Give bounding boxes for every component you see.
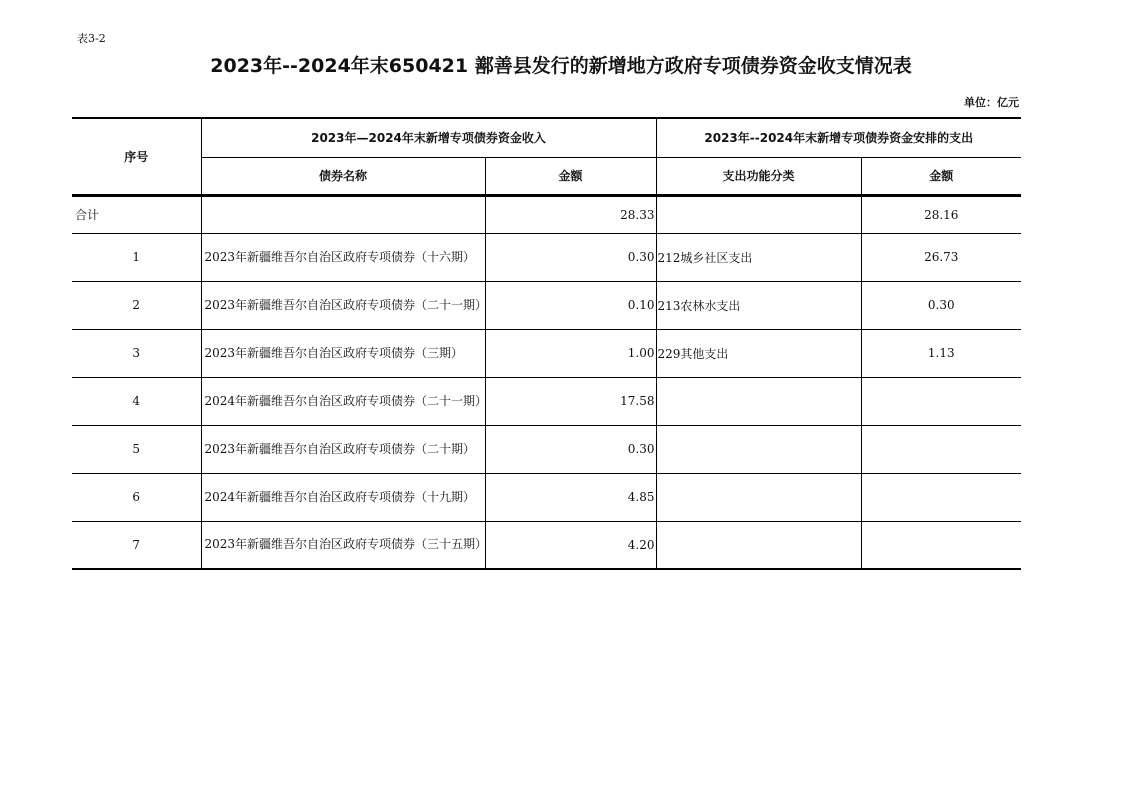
row-income-amount: 17.58 — [485, 377, 656, 425]
row-bond-name: 2023年新疆维吾尔自治区政府专项债券（二十期） — [201, 425, 485, 473]
table-row — [72, 425, 1021, 473]
row-expense-amount — [861, 473, 1021, 521]
row-expense-amount: 0.30 — [861, 281, 1021, 329]
row-expense-category — [656, 521, 861, 569]
row-bond-name: 2023年新疆维吾尔自治区政府专项债券（三期） — [201, 329, 485, 377]
table-row — [72, 233, 1021, 281]
table-id: 表3-2 — [77, 32, 106, 45]
row-expense-amount: 26.73 — [861, 233, 1021, 281]
total-expense-category — [656, 195, 861, 233]
row-expense-amount — [861, 377, 1021, 425]
header-bond-name: 债券名称 — [201, 157, 485, 195]
header-seq: 序号 — [72, 118, 201, 195]
row-seq: 1 — [72, 233, 201, 281]
row-seq: 7 — [72, 521, 201, 569]
row-bond-name: 2023年新疆维吾尔自治区政府专项债券（三十五期） — [201, 521, 485, 569]
row-expense-amount — [861, 425, 1021, 473]
total-row — [72, 195, 1021, 233]
row-income-amount: 0.30 — [485, 425, 656, 473]
header-income-amount: 金额 — [485, 157, 656, 195]
row-bond-name: 2023年新疆维吾尔自治区政府专项债券（十六期） — [201, 233, 485, 281]
row-seq: 3 — [72, 329, 201, 377]
row-expense-category — [656, 473, 861, 521]
header-expense-amount: 金额 — [861, 157, 1021, 195]
row-income-amount: 4.85 — [485, 473, 656, 521]
row-income-amount: 0.30 — [485, 233, 656, 281]
table-row — [72, 281, 1021, 329]
total-income-amount: 28.33 — [485, 195, 656, 233]
unit-label: 单位：亿元 — [964, 96, 1019, 109]
row-bond-name: 2023年新疆维吾尔自治区政府专项债券（二十一期） — [201, 281, 485, 329]
row-expense-category — [656, 425, 861, 473]
row-expense-amount — [861, 521, 1021, 569]
page-title: 2023年--2024年末650421 鄯善县发行的新增地方政府专项债券资金收支情况表 — [210, 55, 912, 77]
table-row — [72, 329, 1021, 377]
row-seq: 6 — [72, 473, 201, 521]
row-bond-name: 2024年新疆维吾尔自治区政府专项债券（十九期） — [201, 473, 485, 521]
row-seq: 2 — [72, 281, 201, 329]
header-expense-group: 2023年--2024年末新增专项债券资金安排的支出 — [656, 118, 1021, 157]
bond-fund-table — [72, 117, 1021, 570]
row-expense-category: 213农林水支出 — [656, 281, 861, 329]
total-label: 合计 — [72, 195, 201, 233]
row-expense-category — [656, 377, 861, 425]
row-bond-name: 2024年新疆维吾尔自治区政府专项债券（二十一期） — [201, 377, 485, 425]
row-income-amount: 4.20 — [485, 521, 656, 569]
table-row — [72, 377, 1021, 425]
row-expense-category: 212城乡社区支出 — [656, 233, 861, 281]
row-expense-amount: 1.13 — [861, 329, 1021, 377]
table-row — [72, 473, 1021, 521]
header-expense-category: 支出功能分类 — [656, 157, 861, 195]
total-bond-name — [201, 195, 485, 233]
row-expense-category: 229其他支出 — [656, 329, 861, 377]
row-income-amount: 0.10 — [485, 281, 656, 329]
row-income-amount: 1.00 — [485, 329, 656, 377]
row-seq: 4 — [72, 377, 201, 425]
total-expense-amount: 28.16 — [861, 195, 1021, 233]
header-income-group: 2023年—2024年末新增专项债券资金收入 — [201, 118, 656, 157]
table-row — [72, 521, 1021, 569]
row-seq: 5 — [72, 425, 201, 473]
